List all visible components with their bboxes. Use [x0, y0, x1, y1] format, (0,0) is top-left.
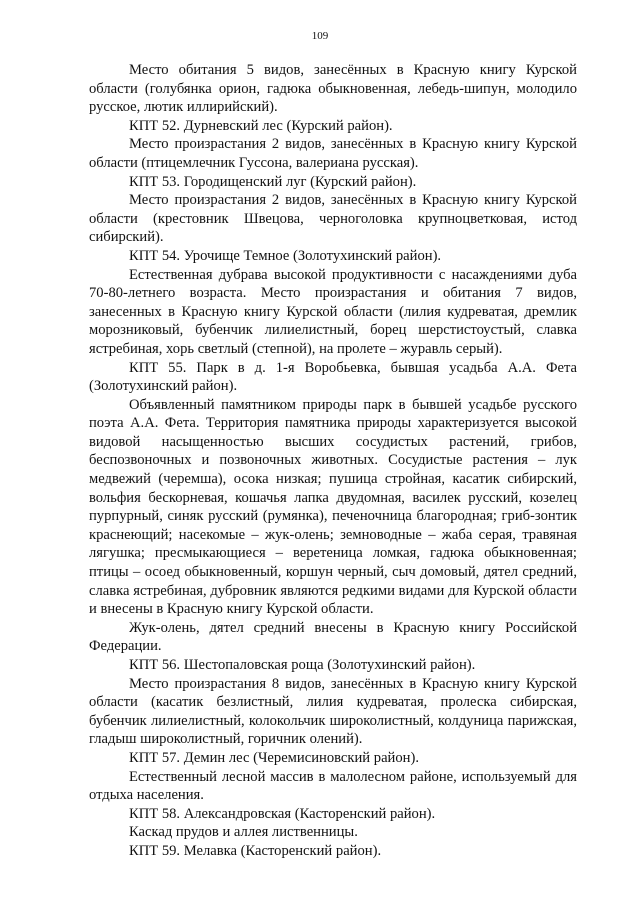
- paragraph: Естественная дубрава высокой продуктивности с насаждениями дуба 70-80-летнего возраста. Место произрастания и обитания 7 видов, занесенных в Красную книгу Курской области (лилия кудреватая, дремлик морозниковый, бубенчик лилиелистный, борец шерстистоустый, славка ястребиная, хорь светлый (степной), на пролете – журавль серый).: [89, 266, 577, 357]
- paragraph: Место произрастания 2 видов, занесённых в Красную книгу Курской области (крестовник Швецова, черноголовка крупноцветковая, истод сибирский).: [89, 192, 577, 246]
- paragraph: Жук-олень, дятел средний внесены в Красную книгу Российской Федерации.: [89, 619, 577, 655]
- section-heading-kpt-54: КПТ 54. Урочище Темное (Золотухинский район).: [129, 247, 442, 264]
- paragraph: Место обитания 5 видов, занесённых в Красную книгу Курской области (голубянка орион, гадюка обыкновенная, лебедь-шипун, молодило русское, лютик иллирийский).: [89, 62, 577, 116]
- section-heading-kpt-59: КПТ 59. Мелавка (Касторенский район).: [129, 842, 382, 859]
- section-heading-kpt-52: КПТ 52. Дурневский лес (Курский район).: [129, 117, 393, 134]
- section-heading-kpt-56: КПТ 56. Шестопаловская роща (Золотухинский район).: [129, 657, 476, 673]
- paragraph: Каскад прудов и аллея лиственницы.: [129, 824, 358, 841]
- section-heading-kpt-53: КПТ 53. Городищенский луг (Курский район).: [129, 173, 417, 190]
- section-heading-kpt-58: КПТ 58. Александровская (Касторенский район).: [129, 805, 436, 822]
- paragraph: Объявленный памятником природы парк в бывшей усадьбе русского поэта А.А. Фета. Территория памятника природы характеризуется высокой видовой насыщенностью высших сосудистых растений, грибов, беспозвоночных и позвоночных животных. Сосудистые растения – лук медвежий (черемша), осока низкая; пушица стройная, касатик сибирский, вольфия бескорневая, кошачья лапка двудомная, василек русский, козелец пурпурный, синяк русский (румянка), печеночница благородная; гриб-зонтик краснеющий; насекомые – жук-олень; земноводные – жаба серая, травяная лягушка; пресмыкающиеся – веретеница ломкая, гадюка обыкновенная; птицы – осоед обыкновенный, коршун черный, сыч домовый, дятел средний, славка ястребиная, дубровник являются редкими видами для Курской области и внесены в Красную книгу Курской области.: [89, 396, 577, 618]
- paragraph: Место произрастания 2 видов, занесённых в Красную книгу Курской области (птицемлечник Гуссона, валериана русская).: [89, 136, 577, 171]
- section-heading-kpt-55: КПТ 55. Парк в д. 1-я Воробьевка, бывшая усадьба А.А. Фета (Золотухинский район).: [89, 359, 577, 395]
- section-heading-kpt-57: КПТ 57. Демин лес (Черемисиновский район).: [129, 749, 419, 766]
- paragraph: Место произрастания 8 видов, занесённых в Красную книгу Курской области (касатик безлистный, лилия кудреватая, пролеска сибирская, бубенчик лилиелистный, колокольчик широколистный, колдуница парижская, гладыш широколистный, горичник олений).: [89, 675, 577, 748]
- page-number: 109: [311, 30, 329, 42]
- paragraph: Естественный лесной массив в малолесном районе, используемый для отдыха населения.: [89, 768, 577, 804]
- page-body: [89, 61, 577, 861]
